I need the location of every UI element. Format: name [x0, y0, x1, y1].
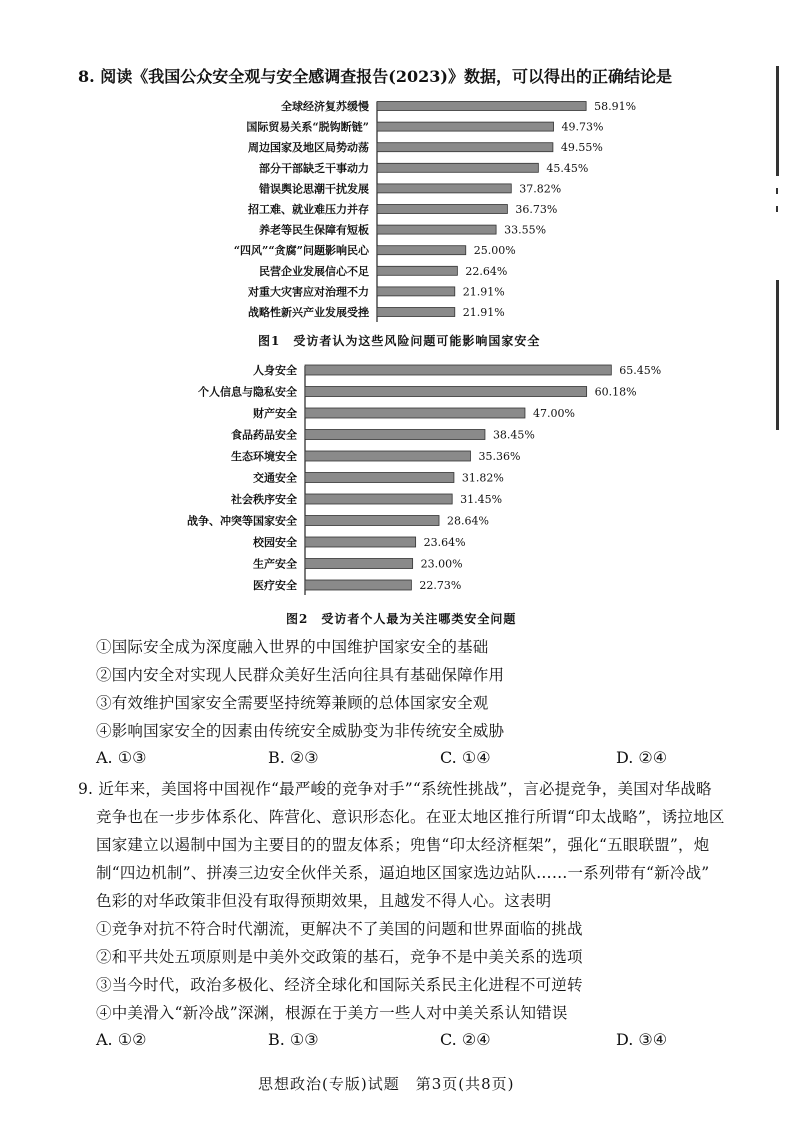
chart1-bar: [377, 184, 511, 193]
chart2-category-label: 社会秩序安全: [231, 493, 297, 506]
chart1-bar: [377, 102, 586, 111]
chart1-value-label: 21.91%: [462, 306, 505, 319]
chart2-value-label: 35.36%: [478, 450, 521, 463]
chart2-category-label: 食品药品安全: [231, 428, 297, 442]
chart2-bar: [305, 537, 416, 547]
q9-statement-2: ②和平共处五项原则是中美外交政策的基石，竞争不是中美关系的选项: [96, 948, 583, 966]
chart1-category-label: 养老等民生保障有短板: [259, 223, 369, 237]
q8-statement-1: ①国际安全成为深度融入世界的中国维护国家安全的基础: [96, 638, 489, 656]
q9-option-b[interactable]: B. ①③: [268, 1030, 319, 1049]
q9-statement-3: ③当今时代，政治多极化、经济全球化和国际关系民主化进程不可逆转: [96, 976, 583, 994]
chart1-category-label: 对重大灾害应对治理不力: [248, 285, 369, 299]
q9-statement-1: ①竞争对抗不符合时代潮流，更解决不了美国的问题和世界面临的挑战: [96, 920, 583, 938]
q8-stem: 8. 阅读《我国公众安全观与安全感调查报告(2023)》数据，可以得出的正确结论是: [78, 67, 672, 86]
chart2-bar: [305, 559, 413, 569]
chart2-title: 图2 受访者个人最为关注哪类安全问题: [286, 612, 517, 626]
chart1-bar: [377, 287, 455, 296]
chart2-category-label: 个人信息与隐私安全: [198, 385, 297, 399]
q8-option-d[interactable]: D. ②④: [616, 748, 668, 767]
chart2-bar: [305, 451, 470, 461]
q8-statement-2: ②国内安全对实现人民群众美好生活向往具有基础保障作用: [96, 666, 505, 684]
chart1-value-label: 58.91%: [594, 100, 637, 113]
scan-edge-mark: [776, 66, 779, 176]
q9-option-c[interactable]: C. ②④: [440, 1030, 491, 1049]
q9-stem-line-3: 国家建立以遏制中国为主要目的的盟友体系；兜售“印太经济框架”，强化“五眼联盟”，炮: [96, 836, 710, 854]
chart2-value-label: 31.45%: [460, 493, 503, 506]
chart2-category-label: 生态环境安全: [231, 450, 297, 463]
chart1-category-label: 招工难、就业难压力并存: [248, 203, 369, 216]
chart2-bar: [305, 387, 587, 397]
chart1-value-label: 37.82%: [519, 182, 562, 196]
chart2-bar: [305, 408, 525, 418]
chart2-bar: [305, 580, 411, 590]
chart-figure-2: [0, 356, 794, 596]
chart2-category-label: 财产安全: [253, 407, 297, 420]
chart2-value-label: 23.00%: [420, 557, 463, 571]
q9-statement-4: ④中美滑入“新冷战”深渊，根源在于美方一些人对中美关系认知错误: [96, 1004, 568, 1022]
chart1-bar: [377, 163, 538, 172]
chart2-value-label: 28.64%: [447, 514, 489, 528]
scan-edge-mark: [776, 188, 778, 194]
page-footer: 思想政治(专版)试题 第3页(共8页): [258, 1075, 515, 1093]
chart2-category-label: 交通安全: [253, 471, 297, 485]
chart2-value-label: 65.45%: [619, 364, 662, 377]
chart1-bar: [377, 266, 457, 275]
q9-stem-line-5: 色彩的对华政策非但没有取得预期效果，且越发不得人心。这表明: [96, 892, 552, 910]
q8-statement-4: ④影响国家安全的因素由传统安全威胁变为非传统安全威胁: [96, 722, 505, 740]
chart1-bar: [377, 246, 466, 255]
chart1-value-label: 45.45%: [546, 161, 589, 175]
chart2-value-label: 22.73%: [419, 579, 462, 592]
chart1-bar: [377, 225, 496, 234]
q8-option-c[interactable]: C. ①④: [440, 748, 491, 767]
chart1-category-label: “四风”“贪腐”问题影响民心: [233, 244, 369, 258]
chart1-title: 图1 受访者认为这些风险问题可能影响国家安全: [258, 334, 541, 348]
q9-stem-line-1: 9. 近年来，美国将中国视作“最严峻的竞争对手”“系统性挑战”，言必提竞争，美国对华战略: [78, 780, 712, 798]
chart1-category-label: 部分干部缺乏干事动力: [259, 161, 369, 175]
chart1-value-label: 22.64%: [465, 264, 508, 278]
chart1-bar: [377, 122, 554, 131]
chart1-category-label: 民营企业发展信心不足: [259, 264, 369, 278]
chart2-bar: [305, 494, 452, 504]
chart1-value-label: 36.73%: [515, 203, 558, 216]
q8-option-b[interactable]: B. ②③: [268, 748, 319, 767]
chart1-value-label: 49.73%: [561, 120, 604, 134]
chart1-value-label: 33.55%: [504, 223, 547, 237]
chart1-bar: [377, 308, 455, 317]
chart1-value-label: 21.91%: [462, 285, 505, 299]
chart1-category-label: 全球经济复苏缓慢: [281, 100, 369, 113]
q8-statement-3: ③有效维护国家安全需要坚持统筹兼顾的总体国家安全观: [96, 694, 489, 712]
q9-stem-line-4: 制“四边机制”、拼凑三边安全伙伴关系，逼迫地区国家选边站队……一系列带有“新冷战”: [96, 864, 710, 882]
chart1-value-label: 25.00%: [473, 244, 516, 258]
chart2-value-label: 38.45%: [492, 428, 535, 442]
chart2-value-label: 47.00%: [532, 407, 575, 420]
chart2-bar: [305, 365, 611, 375]
chart1-category-label: 战略性新兴产业发展受挫: [248, 306, 369, 319]
chart2-bar: [305, 430, 485, 440]
chart2-bar: [305, 473, 454, 483]
chart2-category-label: 医疗安全: [253, 579, 297, 592]
chart2-category-label: 战争、冲突等国家安全: [187, 514, 297, 528]
q9-option-a[interactable]: A. ①②: [96, 1030, 147, 1049]
q9-option-d[interactable]: D. ③④: [616, 1030, 668, 1049]
chart2-value-label: 60.18%: [594, 385, 637, 399]
chart1-category-label: 国际贸易关系“脱钩断链”: [246, 120, 369, 134]
chart2-category-label: 生产安全: [253, 557, 297, 571]
chart1-category-label: 周边国家及地区局势动荡: [248, 141, 369, 155]
q9-stem-line-2: 竞争也在一步步体系化、阵营化、意识形态化。在亚太地区推行所谓“印太战略”，诱拉地区: [96, 808, 725, 826]
chart1-bar: [377, 143, 553, 152]
scan-edge-mark: [776, 280, 779, 430]
chart2-category-label: 校园安全: [253, 536, 297, 549]
chart2-category-label: 人身安全: [253, 364, 297, 377]
chart2-value-label: 31.82%: [461, 471, 504, 485]
chart1-bar: [377, 205, 507, 214]
q8-option-a[interactable]: A. ①③: [96, 748, 147, 767]
chart2-bar: [305, 516, 439, 526]
chart1-category-label: 错误舆论思潮干扰发展: [259, 182, 369, 196]
chart1-value-label: 49.55%: [560, 141, 603, 155]
scan-edge-mark: [776, 206, 778, 212]
chart2-value-label: 23.64%: [423, 536, 466, 549]
